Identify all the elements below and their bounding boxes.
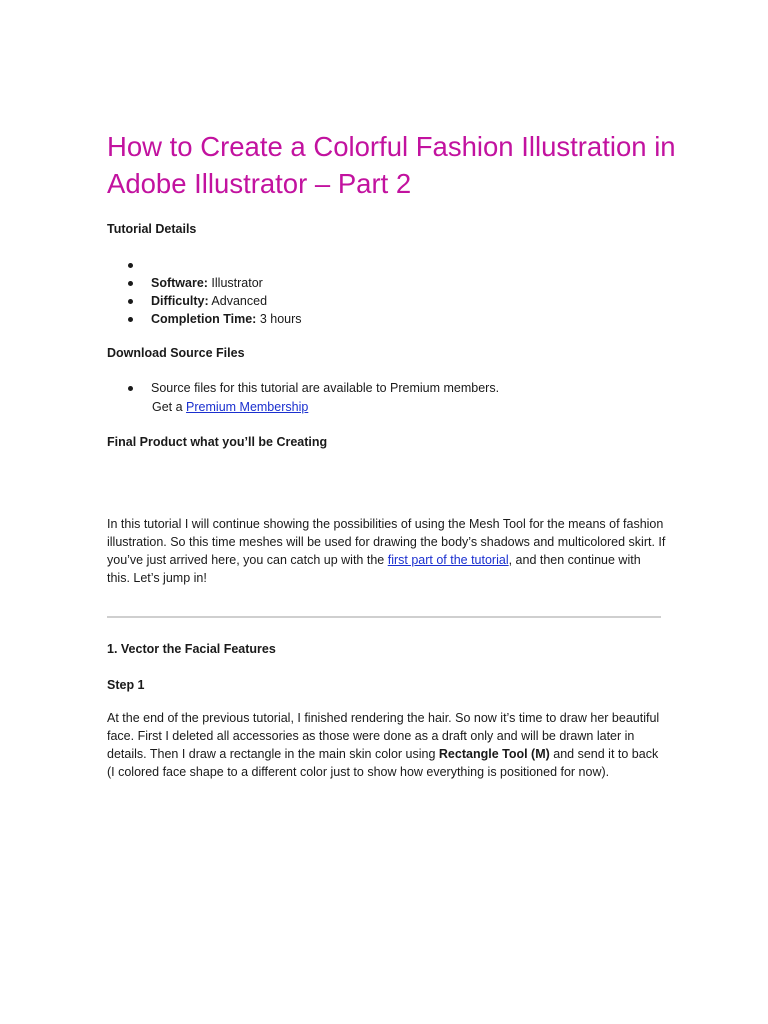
final-product-heading: Final Product what you’ll be Creating bbox=[107, 435, 328, 449]
premium-membership-link[interactable]: Premium Membership bbox=[186, 400, 309, 414]
source-files-item bbox=[107, 379, 667, 417]
list-item bbox=[107, 310, 302, 328]
membership-line: Get a Premium Membership bbox=[152, 400, 309, 414]
tutorial-details-heading: Tutorial Details bbox=[107, 222, 197, 236]
source-files-text: Source files for this tutorial are available to Premium members. bbox=[151, 381, 500, 395]
bullet-icon bbox=[128, 317, 133, 322]
difficulty-value: Advanced bbox=[208, 294, 268, 308]
software-label: Software: bbox=[151, 276, 208, 290]
rectangle-tool-term: Rectangle Tool (M) bbox=[438, 747, 550, 761]
bullet-icon bbox=[128, 299, 133, 304]
bullet-icon bbox=[128, 263, 133, 268]
step-heading: Step 1 bbox=[107, 678, 145, 692]
first-part-tutorial-link[interactable]: first part of the tutorial bbox=[387, 553, 509, 567]
divider bbox=[107, 616, 661, 618]
list-item bbox=[107, 274, 302, 292]
section-heading: 1. Vector the Facial Features bbox=[107, 642, 276, 656]
software-value: Illustrator bbox=[207, 276, 263, 290]
step-paragraph: At the end of the previous tutorial, I finished rendering the hair. So now it’s time to draw her beautiful face. First I deleted all accessories as those were done as a draft only and will be drawn later in details. Then I draw a rectangle in the main skin color using Rectangle Tool (M) and send it to back (I colored face shape to a different color just to show how everything is positioned for now). bbox=[107, 711, 660, 779]
bullet-icon bbox=[128, 386, 133, 391]
intro-paragraph: In this tutorial I will continue showing the possibilities of using the Mesh Tool for the means of fashion illustration. So this time meshes will be used for drawing the body’s shadows and multicolored skirt. If you’ve just arrived here, you can catch up with the first part of the tutorial, and then continue with this. Let’s jump in! bbox=[107, 517, 666, 585]
completion-time-value: 3 hours bbox=[256, 312, 302, 326]
list-item bbox=[107, 292, 302, 310]
download-source-heading: Download Source Files bbox=[107, 346, 245, 360]
tutorial-details-list bbox=[107, 256, 302, 328]
bullet-icon bbox=[128, 281, 133, 286]
completion-time-label: Completion Time: bbox=[151, 312, 257, 326]
page-title: How to Create a Colorful Fashion Illustration in Adobe Illustrator – Part 2 bbox=[107, 131, 676, 199]
difficulty-label: Difficulty: bbox=[151, 294, 209, 308]
list-item bbox=[107, 256, 302, 274]
